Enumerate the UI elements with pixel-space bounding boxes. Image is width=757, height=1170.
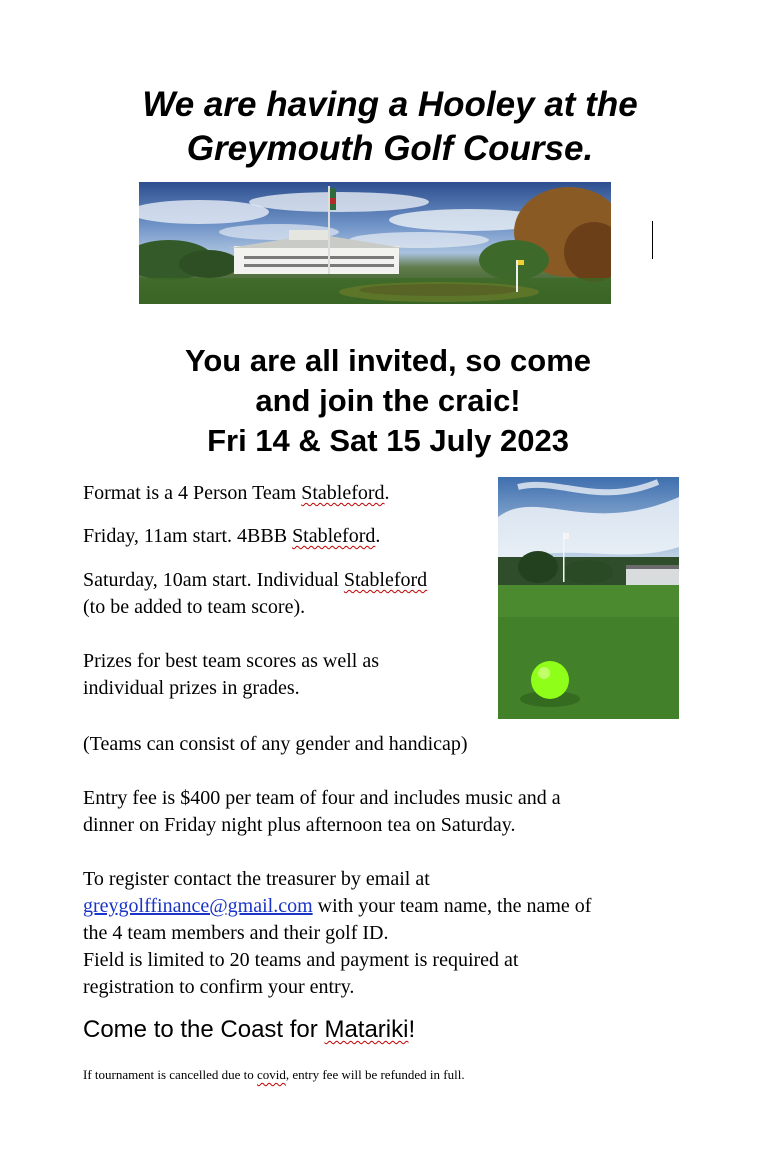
golf-ball-photo — [498, 477, 679, 719]
footnote-rest: , entry fee will be refunded in full. — [285, 1067, 465, 1082]
friday-end: . — [375, 525, 381, 547]
saturday-stableford: Stableford — [343, 569, 428, 591]
title-line-2: Greymouth Golf Course. — [186, 129, 594, 168]
text-cursor — [652, 221, 653, 259]
register-line-2-rest: with your team name, the name of — [312, 895, 592, 917]
teams-note: (Teams can consist of any gender and handicap) — [83, 733, 468, 755]
matariki-intro: Come to the Coast for — [83, 1016, 325, 1043]
format-end: . — [384, 482, 390, 504]
title-line-1: We are having a Hooley at the — [142, 85, 638, 124]
saturday-block — [83, 567, 427, 621]
matariki-end: ! — [408, 1016, 416, 1043]
invite-line-2: and join the craic! — [255, 383, 521, 418]
saturday-intro: Saturday, 10am start. Individual — [83, 569, 344, 591]
event-dates: Fri 14 & Sat 15 July 2023 — [207, 423, 569, 458]
clubhouse-photo-art — [139, 182, 611, 304]
saturday-line-2: (to be added to team score). — [83, 596, 306, 618]
format-line — [83, 480, 390, 507]
friday-stableford: Stableford — [292, 525, 376, 547]
format-intro: Format is a 4 Person Team — [83, 482, 302, 504]
cancellation-footnote — [83, 1066, 465, 1083]
register-line-4: Field is limited to 20 teams and payment is required at — [83, 949, 519, 971]
prizes-block — [83, 648, 379, 702]
footnote-covid: covid — [257, 1067, 286, 1082]
entry-fee-line-1: Entry fee is $400 per team of four and includes music and a — [83, 787, 561, 809]
register-line-3: the 4 team members and their golf ID. — [83, 922, 389, 944]
invitation-heading — [90, 341, 686, 461]
format-stableford: Stableford — [301, 482, 385, 504]
clubhouse-photo — [139, 182, 611, 304]
footnote-intro: If tournament is cancelled due to — [83, 1067, 257, 1082]
entry-fee-block — [83, 785, 561, 839]
register-block — [83, 866, 591, 1001]
matariki-line — [83, 1014, 415, 1046]
friday-intro: Friday, 11am start. 4BBB — [83, 525, 293, 547]
flyer-title — [40, 83, 740, 171]
register-line-5: registration to confirm your entry. — [83, 976, 355, 998]
invite-line-1: You are all invited, so come — [185, 343, 591, 378]
register-line-1: To register contact the treasurer by email at — [83, 868, 430, 890]
prizes-line-2: individual prizes in grades. — [83, 677, 300, 699]
matariki-word: Matariki — [324, 1016, 409, 1043]
treasurer-email-link[interactable]: greygolffinance@gmail.com — [83, 895, 313, 917]
friday-line — [83, 523, 380, 550]
entry-fee-line-2: dinner on Friday night plus afternoon tea on Saturday. — [83, 814, 516, 836]
prizes-line-1: Prizes for best team scores as well as — [83, 650, 380, 672]
golf-ball-photo-art — [498, 477, 679, 719]
